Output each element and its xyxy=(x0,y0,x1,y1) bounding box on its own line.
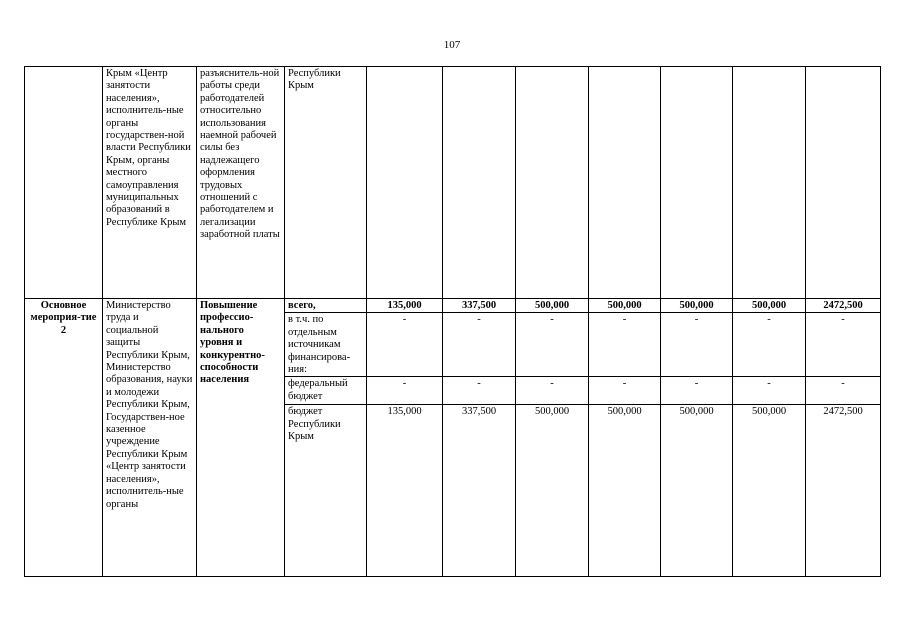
measure-title-line: профессио- xyxy=(200,312,254,324)
measure-title-line: способности xyxy=(200,362,259,374)
value-cell: - xyxy=(661,313,733,377)
value-cell: - xyxy=(806,377,881,405)
measure-title-line: населения xyxy=(200,374,250,386)
value-cell: - xyxy=(589,313,661,377)
value-cell: 135,000 xyxy=(367,299,443,313)
value-cell: 500,000 xyxy=(516,299,589,313)
table-cell xyxy=(367,67,443,299)
value-cell: 500,000 xyxy=(661,299,733,313)
table-cell xyxy=(516,67,589,299)
page-number: 107 xyxy=(443,39,461,51)
value-cell: - xyxy=(516,377,589,405)
financing-table xyxy=(24,66,881,577)
table-cell xyxy=(806,67,881,299)
table-cell xyxy=(25,67,103,299)
measure-name-cell: Основное мероприя-тие 2 xyxy=(25,299,103,577)
value-cell: - xyxy=(367,377,443,405)
value-cell: 500,000 xyxy=(516,405,589,577)
value-cell: 500,000 xyxy=(661,405,733,577)
value-cell: - xyxy=(589,377,661,405)
value-cell: 500,000 xyxy=(733,405,806,577)
funding-source-cell: федеральный бюджет xyxy=(285,377,367,405)
value-cell: 135,000 xyxy=(367,405,443,577)
value-cell: - xyxy=(516,313,589,377)
measure-title-line: уровня и xyxy=(200,337,243,349)
table-cell xyxy=(661,67,733,299)
value-cell: - xyxy=(443,313,516,377)
funding-source-cell: в т.ч. по отдельным источникам финансирова-ния: xyxy=(285,313,367,377)
value-cell: 500,000 xyxy=(589,299,661,313)
table-row xyxy=(25,67,881,299)
funding-source-cell: всего, xyxy=(285,299,367,313)
executors-cell: Министерство труда и социальной защиты Республики Крым, Министерство образования, науки и молодежи Республики Крым, Государствен-ное казенное учреждение Республики Крым «Центр занятости населения», исполнитель-ные органы xyxy=(103,299,197,577)
value-cell: 500,000 xyxy=(733,299,806,313)
value-cell: 500,000 xyxy=(589,405,661,577)
measure-title-line: конкурентно- xyxy=(200,349,265,361)
table-row xyxy=(25,299,881,313)
value-cell: - xyxy=(733,377,806,405)
measure-title-line: Повышение xyxy=(200,300,258,311)
measure-title-cell xyxy=(197,299,285,577)
value-cell: - xyxy=(733,313,806,377)
executors-cell: Крым «Центр занятости населения», исполнитель-ные органы государствен-ной власти Республики Крым, органы местного самоуправления муниципальных образований в Республике Крым xyxy=(103,67,197,299)
value-cell: 337,500 xyxy=(443,405,516,577)
value-cell: 2472,500 xyxy=(806,299,881,313)
table-cell xyxy=(733,67,806,299)
activity-description-cell: разъяснитель-ной работы среди работодателей относительно использования наемной рабочей силы без надлежащего оформления трудовых отношений с работодателем и легализации заработной платы xyxy=(197,67,285,299)
value-cell: - xyxy=(367,313,443,377)
measure-title-line: нального xyxy=(200,324,244,336)
value-cell: 2472,500 xyxy=(806,405,881,577)
table-cell xyxy=(589,67,661,299)
value-cell: - xyxy=(443,377,516,405)
funding-source-cell: бюджет Республики Крым xyxy=(285,405,367,577)
table-cell xyxy=(443,67,516,299)
value-cell: 337,500 xyxy=(443,299,516,313)
value-cell: - xyxy=(806,313,881,377)
value-cell: - xyxy=(661,377,733,405)
funding-source-cell: Республики Крым xyxy=(285,67,367,299)
